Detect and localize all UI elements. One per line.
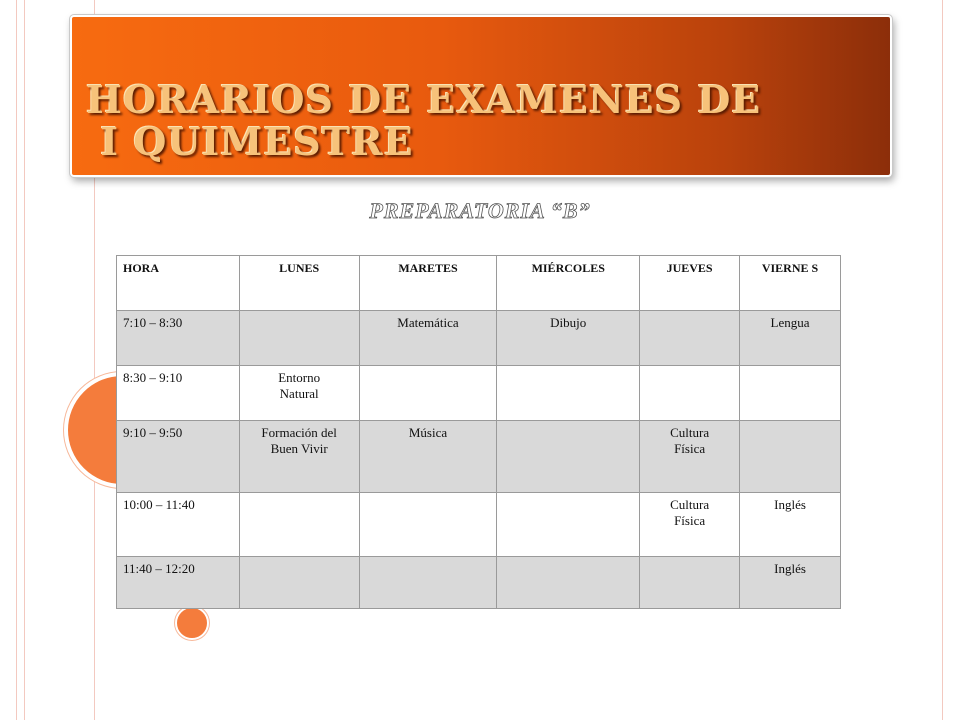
decor-line-left-1	[16, 0, 17, 720]
cell-martes	[359, 493, 497, 557]
table-row	[117, 366, 841, 421]
header-hora: HORA	[117, 256, 240, 311]
table-row	[117, 493, 841, 557]
slide-title-line-2: I QUIMESTRE	[86, 119, 414, 164]
cell-jueves	[640, 557, 740, 609]
cell-martes	[359, 557, 497, 609]
title-banner[interactable]	[70, 15, 892, 177]
header-lunes: LUNES	[239, 256, 359, 311]
decor-line-left-2	[24, 0, 25, 720]
header-martes: MARETES	[359, 256, 497, 311]
cell-lunes: Formación del Buen Vivir	[239, 421, 359, 493]
cell-viernes: Lengua	[740, 311, 841, 366]
cell-viernes	[740, 421, 841, 493]
cell-jueves: Cultura Física	[640, 421, 740, 493]
cell-hour: 11:40 – 12:20	[117, 557, 240, 609]
table-row	[117, 421, 841, 493]
cell-miercoles	[497, 421, 640, 493]
cell-martes: Música	[359, 421, 497, 493]
cell-viernes	[740, 366, 841, 421]
cell-martes: Matemática	[359, 311, 497, 366]
decor-line-right	[942, 0, 943, 720]
cell-viernes: Inglés	[740, 557, 841, 609]
cell-hour: 10:00 – 11:40	[117, 493, 240, 557]
cell-hour: 9:10 – 9:50	[117, 421, 240, 493]
cell-miercoles	[497, 557, 640, 609]
table-row	[117, 557, 841, 609]
cell-miercoles	[497, 493, 640, 557]
cell-jueves: Cultura Física	[640, 493, 740, 557]
cell-lunes: Entorno Natural	[239, 366, 359, 421]
cell-jueves	[640, 311, 740, 366]
cell-lunes	[239, 493, 359, 557]
cell-miercoles	[497, 366, 640, 421]
cell-miercoles: Dibujo	[497, 311, 640, 366]
cell-jueves	[640, 366, 740, 421]
cell-martes	[359, 366, 497, 421]
slide-title-line-1: HORARIOS DE EXAMENES DE	[86, 77, 762, 122]
table-row	[117, 311, 841, 366]
decor-circle-small	[175, 606, 209, 640]
slide-title	[86, 79, 870, 163]
table-header-row	[117, 256, 841, 311]
cell-hour: 8:30 – 9:10	[117, 366, 240, 421]
header-viernes: VIERNE S	[740, 256, 841, 311]
cell-lunes	[239, 311, 359, 366]
cell-viernes: Inglés	[740, 493, 841, 557]
cell-lunes	[239, 557, 359, 609]
header-jueves: JUEVES	[640, 256, 740, 311]
slide-subtitle: PREPARATORIA “B”	[369, 198, 591, 223]
cell-hour: 7:10 – 8:30	[117, 311, 240, 366]
exam-schedule-table[interactable]	[116, 255, 841, 609]
header-miercoles: MIÉRCOLES	[497, 256, 640, 311]
